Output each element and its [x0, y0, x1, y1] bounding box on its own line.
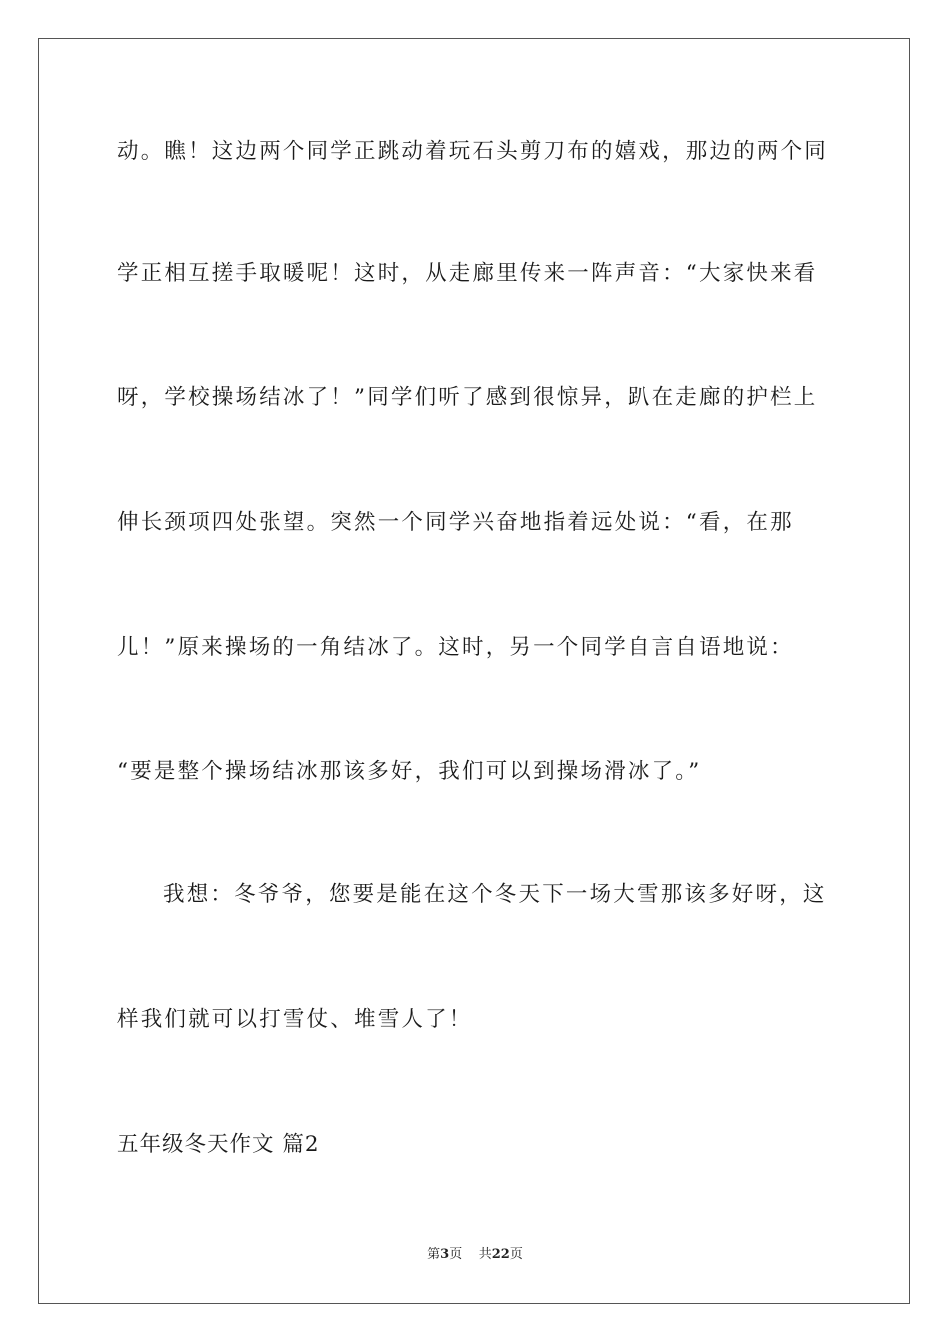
page-footer [0, 1246, 950, 1264]
page-number: 3 [440, 1247, 450, 1262]
page-prefix: 第 [427, 1247, 441, 1262]
total-pages: 22 [491, 1247, 510, 1262]
paragraph-line-8: 样我们就可以打雪仗、堆雪人了！ [117, 1007, 473, 1032]
total-prefix: 共 [478, 1247, 492, 1262]
paragraph-line-5: 儿！”原来操场的一角结冰了。这时，另一个同学自言自语地说： [117, 635, 794, 660]
page-border [38, 38, 910, 1304]
paragraph-line-1: 动。瞧！这边两个同学正跳动着玩石头剪刀布的嬉戏，那边的两个同 [117, 139, 829, 164]
paragraph-line-3: 呀，学校操场结冰了！”同学们听了感到很惊异，趴在走廊的护栏上 [117, 385, 818, 410]
page-suffix: 页 [449, 1247, 463, 1262]
section-heading: 五年级冬天作文 篇2 [117, 1132, 320, 1157]
paragraph-line-2: 学正相互搓手取暖呢！这时，从走廊里传来一阵声音：“大家快来看 [117, 261, 818, 286]
paragraph-line-7: 我想：冬爷爷，您要是能在这个冬天下一场大雪那该多好呀，这 [163, 882, 827, 907]
paragraph-line-6: “要是整个操场结冰那该多好，我们可以到操场滑冰了。” [117, 759, 702, 784]
total-suffix: 页 [509, 1247, 523, 1262]
paragraph-line-4: 伸长颈项四处张望。突然一个同学兴奋地指着远处说：“看，在那 [117, 510, 794, 535]
